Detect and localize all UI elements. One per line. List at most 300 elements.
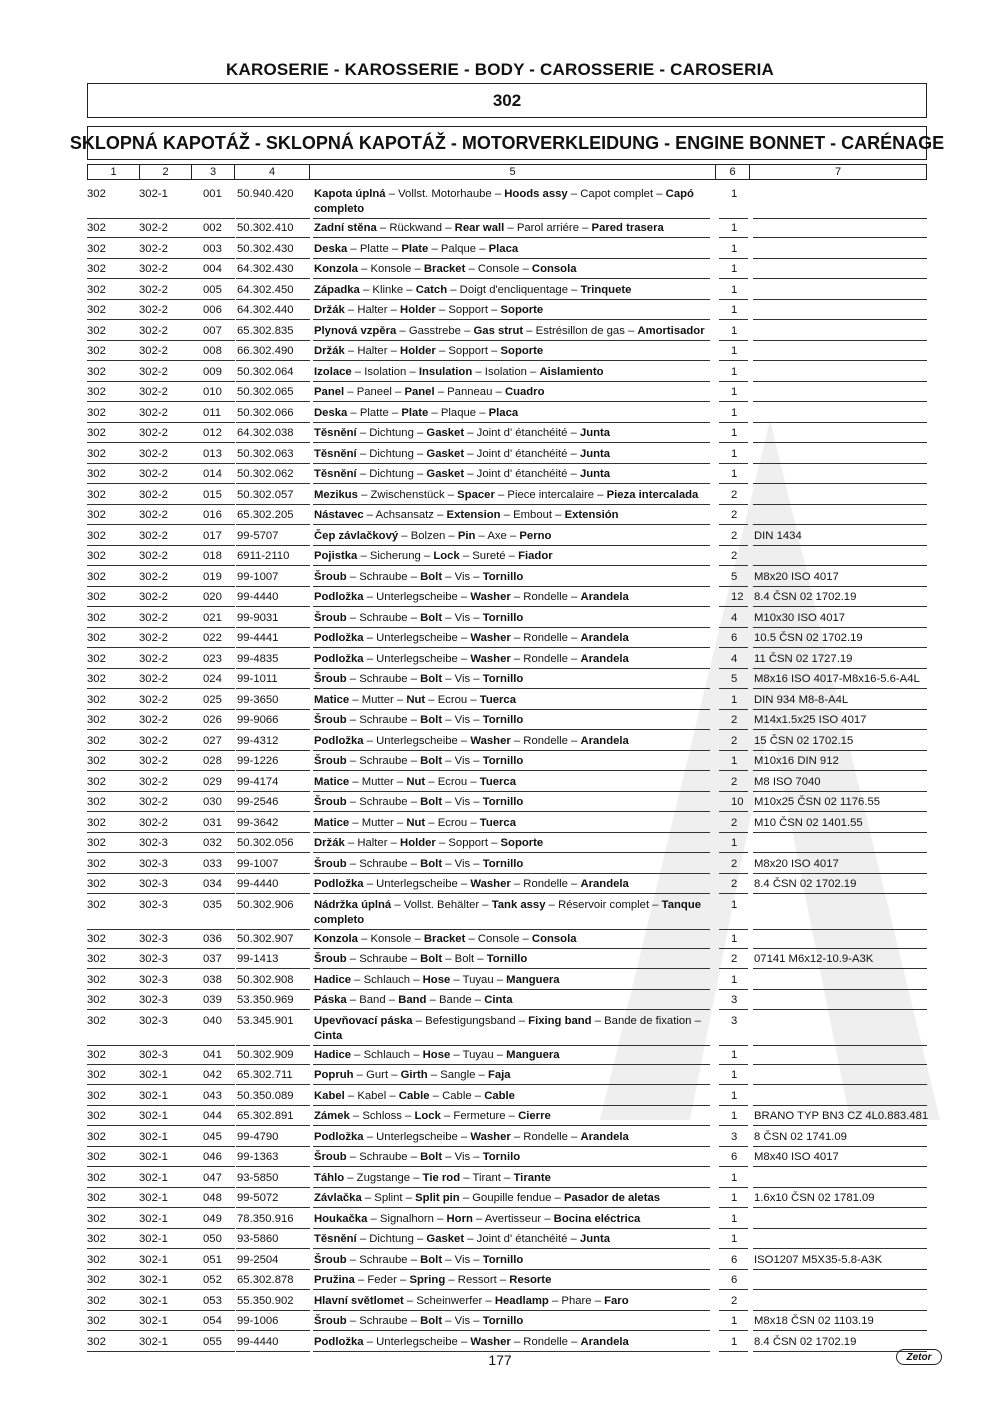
row-underline: [139, 278, 192, 279]
description-separator: – Rondelle –: [510, 591, 581, 603]
cell-figure: 302-2: [139, 345, 168, 357]
row-underline: [719, 709, 748, 710]
description-term: Podložka: [314, 878, 364, 890]
row-underline: [192, 647, 235, 648]
cell-figure: 302-2: [139, 673, 168, 685]
description-term: Tornillo: [482, 673, 524, 685]
description-term: Trinquete: [580, 283, 632, 296]
cell-quantity: 1: [731, 973, 738, 986]
cell-description: [314, 447, 709, 462]
row-underline: [139, 968, 192, 969]
description-term: Manguera: [506, 1048, 560, 1061]
cell-quantity: 2: [731, 714, 738, 726]
cell-note: 8.4 ČSN 02 1702.19: [754, 591, 857, 603]
cell-description: [314, 693, 709, 708]
row-underline: [192, 968, 235, 969]
row-underline: [753, 483, 927, 484]
cell-quantity: 10: [731, 796, 744, 808]
description-term: Washer: [470, 632, 511, 644]
description-term: Držák: [314, 837, 345, 849]
cell-group: 302: [87, 1335, 106, 1348]
description-separator: – Avertisseur –: [472, 1212, 554, 1225]
column-header-2: 2: [140, 165, 192, 179]
description-separator: – Dichtung –: [356, 447, 427, 460]
row-underline: [87, 968, 139, 969]
cell-note: M10 ČSN 02 1401.55: [754, 816, 863, 829]
row-underline: [753, 218, 927, 219]
row-underline: [313, 1084, 710, 1085]
row-underline: [719, 1310, 748, 1311]
row-underline: [236, 1146, 310, 1147]
row-underline: [719, 299, 748, 300]
cell-position: 042: [203, 1069, 222, 1081]
cell-part-number: 99-1007: [237, 570, 279, 583]
row-underline: [313, 929, 710, 930]
description-separator: – Tirant –: [460, 1171, 514, 1184]
cell-group: 302: [87, 1212, 106, 1225]
cell-description: [314, 1273, 709, 1288]
description-term: Zadní stěna: [314, 222, 377, 234]
cell-note: M14x1.5x25 ISO 4017: [754, 714, 867, 726]
cell-description: [314, 1335, 709, 1350]
row-underline: [719, 1146, 748, 1147]
cell-quantity: 5: [731, 570, 738, 583]
row-underline: [236, 237, 310, 238]
description-term: Bracket: [423, 263, 466, 275]
row-underline: [719, 360, 748, 361]
row-underline: [87, 1064, 139, 1065]
description-term: Aislamiento: [539, 365, 604, 378]
row-underline: [753, 278, 927, 279]
description-term: Hoods assy: [504, 188, 568, 200]
cell-quantity: 1: [731, 406, 738, 419]
row-underline: [139, 627, 192, 628]
row-underline: [87, 278, 139, 279]
description-separator: – Schraube –: [346, 714, 421, 726]
column-header-row: [87, 164, 927, 180]
row-underline: [139, 237, 192, 238]
description-separator: – Gurt –: [353, 1069, 401, 1081]
description-term: Gasket: [426, 427, 465, 439]
description-term: Capó completo: [314, 188, 694, 215]
description-term: Šroub: [314, 714, 347, 726]
cell-part-number: 65.302.711: [237, 1069, 293, 1081]
description-separator: – Vollst. Behälter –: [391, 898, 492, 911]
row-underline: [719, 1289, 748, 1290]
row-underline: [753, 463, 927, 464]
description-term: Závlačka: [314, 1192, 362, 1204]
row-underline: [236, 278, 310, 279]
row-underline: [192, 1084, 235, 1085]
description-term: Bocina eléctrica: [553, 1212, 641, 1225]
description-term: Washer: [470, 591, 511, 603]
row-underline: [236, 1009, 310, 1010]
description-term: Hose: [422, 973, 451, 986]
row-underline: [236, 832, 310, 833]
cell-group: 302: [87, 365, 106, 378]
cell-figure: 302-3: [139, 932, 168, 945]
description-term: Hadice: [314, 973, 352, 986]
row-underline: [719, 422, 748, 423]
description-term: Spacer: [457, 488, 495, 501]
row-underline: [719, 968, 748, 969]
cell-part-number: 53.350.969: [237, 994, 294, 1006]
cell-description: [314, 1191, 709, 1206]
cell-position: 011: [203, 406, 222, 419]
row-underline: [192, 1248, 235, 1249]
row-underline: [753, 1084, 927, 1085]
description-separator: – Vis –: [442, 755, 483, 767]
row-underline: [87, 1330, 139, 1331]
description-separator: – Ressort –: [445, 1274, 510, 1286]
row-underline: [753, 319, 927, 320]
row-underline: [753, 1269, 927, 1270]
row-underline: [753, 770, 927, 771]
description-term: Plate: [401, 242, 429, 255]
row-underline: [313, 770, 710, 771]
cell-figure: 302-2: [139, 468, 168, 480]
row-underline: [313, 1207, 710, 1208]
row-underline: [753, 1310, 927, 1311]
description-separator: – Sopport –: [435, 837, 501, 849]
cell-quantity: 1: [731, 263, 738, 275]
row-underline: [313, 340, 710, 341]
cell-group: 302: [87, 1171, 106, 1184]
cell-figure: 302-1: [139, 1130, 168, 1143]
description-separator: – Tuyau –: [450, 1048, 507, 1061]
cell-group: 302: [87, 488, 106, 501]
row-underline: [192, 948, 235, 949]
cell-group: 302: [87, 673, 106, 685]
description-separator: – Platte –: [347, 242, 402, 255]
cell-part-number: 99-4174: [237, 775, 279, 788]
cell-group: 302: [87, 345, 106, 357]
cell-quantity: 2: [731, 529, 738, 542]
cell-group: 302: [87, 406, 106, 419]
row-underline: [236, 340, 310, 341]
row-underline: [236, 709, 310, 710]
row-underline: [87, 1084, 139, 1085]
description-term: Nádržka úplná: [314, 898, 392, 911]
row-underline: [719, 401, 748, 402]
row-underline: [236, 989, 310, 990]
row-underline: [313, 852, 710, 853]
cell-position: 005: [203, 283, 222, 296]
cell-quantity: 6: [731, 632, 738, 644]
description-term: Cable: [484, 1089, 515, 1102]
row-underline: [236, 688, 310, 689]
row-underline: [139, 463, 192, 464]
row-underline: [192, 811, 235, 812]
row-underline: [236, 1187, 310, 1188]
row-underline: [313, 1146, 710, 1147]
description-term: Split pin: [415, 1192, 460, 1204]
cell-quantity: 1: [731, 1048, 738, 1061]
row-underline: [719, 688, 748, 689]
description-separator: – Vis –: [442, 1151, 483, 1163]
description-term: Konzola: [314, 263, 358, 275]
description-separator: – Mutter –: [349, 816, 407, 829]
cell-figure: 302-2: [139, 324, 168, 337]
description-term: Consola: [531, 932, 577, 945]
cell-group: 302: [87, 714, 106, 726]
description-separator: – Fermeture –: [440, 1110, 519, 1122]
row-underline: [236, 463, 310, 464]
row-underline: [192, 1166, 235, 1167]
cell-part-number: 50.302.062: [237, 468, 294, 480]
description-separator: – Unterlegscheibe –: [363, 878, 471, 890]
row-underline: [719, 278, 748, 279]
row-underline: [719, 218, 748, 219]
description-term: Lock: [414, 1110, 441, 1122]
row-underline: [236, 218, 310, 219]
row-underline: [192, 832, 235, 833]
description-separator: – Schloss –: [349, 1110, 415, 1122]
description-term: Těsnění: [314, 427, 357, 439]
row-underline: [313, 545, 710, 546]
row-underline: [313, 948, 710, 949]
row-underline: [87, 1310, 139, 1311]
row-underline: [87, 1289, 139, 1290]
row-underline: [87, 893, 139, 894]
row-underline: [313, 237, 710, 238]
row-underline: [192, 893, 235, 894]
cell-description: [314, 611, 709, 626]
row-underline: [313, 1289, 710, 1290]
row-underline: [87, 668, 139, 669]
row-underline: [313, 811, 710, 812]
row-underline: [192, 340, 235, 341]
row-underline: [139, 1289, 192, 1290]
row-underline: [313, 1330, 710, 1331]
description-separator: – Vis –: [442, 673, 483, 685]
cell-position: 037: [203, 953, 222, 965]
row-underline: [313, 627, 710, 628]
row-underline: [87, 647, 139, 648]
row-underline: [236, 1228, 310, 1229]
cell-figure: 302-3: [139, 857, 168, 870]
cell-position: 055: [203, 1335, 222, 1348]
cell-figure: 302-3: [139, 1014, 168, 1027]
row-underline: [719, 989, 748, 990]
row-underline: [236, 1064, 310, 1065]
description-separator: – Capot complet –: [567, 188, 666, 200]
cell-group: 302: [87, 1014, 106, 1027]
description-term: Bolt: [420, 1315, 443, 1327]
cell-figure: 302-1: [139, 1294, 168, 1307]
row-underline: [139, 929, 192, 930]
row-underline: [236, 852, 310, 853]
row-underline: [236, 299, 310, 300]
cell-part-number: 50.302.065: [237, 386, 294, 398]
row-underline: [87, 606, 139, 607]
row-underline: [719, 770, 748, 771]
row-underline: [719, 1009, 748, 1010]
description-term: Bolt: [420, 796, 443, 808]
cell-quantity: 4: [731, 652, 738, 665]
description-term: Faja: [487, 1069, 511, 1081]
description-term: Washer: [470, 652, 511, 665]
description-separator: – Phare –: [548, 1294, 605, 1307]
description-separator: – Joint d' étanchéité –: [464, 1233, 580, 1245]
column-header-4: 4: [235, 165, 310, 179]
cell-quantity: 1: [731, 837, 738, 849]
description-separator: – Unterlegscheibe –: [363, 1130, 471, 1143]
description-separator: – Vis –: [442, 570, 483, 583]
cell-part-number: 64.302.430: [237, 263, 294, 275]
description-separator: – Estrésillon de gas –: [523, 324, 638, 337]
description-term: Resorte: [509, 1274, 552, 1286]
row-underline: [192, 1207, 235, 1208]
row-underline: [753, 340, 927, 341]
description-term: Cinta: [314, 1029, 343, 1042]
description-separator: – Dichtung –: [356, 468, 427, 480]
description-separator: – Ecrou –: [425, 816, 480, 829]
cell-position: 003: [203, 242, 222, 255]
row-underline: [192, 989, 235, 990]
cell-group: 302: [87, 898, 106, 911]
cell-quantity: 1: [731, 468, 738, 480]
description-separator: – Schraube –: [346, 611, 421, 624]
description-term: Bolt: [420, 714, 443, 726]
row-underline: [87, 1105, 139, 1106]
row-underline: [719, 381, 748, 382]
cell-note: DIN 934 M8-8-A4L: [754, 693, 849, 706]
description-term: Tuerca: [479, 775, 516, 788]
cell-part-number: 6911-2110: [237, 550, 290, 562]
row-underline: [87, 565, 139, 566]
cell-position: 038: [203, 973, 222, 986]
description-term: Pasador de aletas: [563, 1192, 661, 1204]
cell-part-number: 93-5860: [237, 1233, 279, 1245]
row-underline: [753, 422, 927, 423]
description-term: Bolt: [420, 673, 443, 685]
cell-description: [314, 365, 709, 380]
row-underline: [139, 1064, 192, 1065]
row-underline: [313, 1248, 710, 1249]
cell-description: [314, 324, 709, 339]
row-underline: [87, 1009, 139, 1010]
row-underline: [313, 1125, 710, 1126]
description-separator: – Vis –: [442, 1315, 483, 1327]
row-underline: [87, 381, 139, 382]
cell-group: 302: [87, 1192, 106, 1204]
cell-group: 302: [87, 222, 106, 234]
description-term: Pieza intercalada: [606, 488, 699, 501]
cell-description: [314, 549, 709, 564]
cell-group: 302: [87, 755, 106, 767]
row-underline: [313, 299, 710, 300]
row-underline: [192, 929, 235, 930]
description-separator: – Cable –: [429, 1089, 485, 1102]
description-term: Šroub: [314, 673, 347, 685]
description-separator: – Schraube –: [346, 796, 421, 808]
description-term: Plate: [401, 406, 429, 419]
description-term: Pružina: [314, 1274, 355, 1286]
description-term: Placa: [488, 406, 519, 419]
row-underline: [313, 1228, 710, 1229]
row-underline: [719, 832, 748, 833]
row-underline: [192, 750, 235, 751]
row-underline: [719, 340, 748, 341]
cell-part-number: 99-1226: [237, 755, 279, 767]
row-underline: [192, 442, 235, 443]
cell-note: 10.5 ČSN 02 1702.19: [754, 632, 863, 644]
cell-figure: 302-2: [139, 509, 168, 521]
cell-figure: 302-1: [139, 1335, 168, 1348]
cell-description: [314, 754, 709, 769]
cell-group: 302: [87, 1274, 106, 1286]
description-separator: – Doigt d'encliquentage –: [447, 283, 581, 296]
cell-figure: 302-1: [139, 1069, 168, 1081]
description-term: Tornillo: [482, 611, 524, 624]
row-underline: [719, 1166, 748, 1167]
description-term: Tornillo: [482, 714, 524, 726]
description-term: Kapota úplná: [314, 188, 386, 200]
cell-part-number: 99-4440: [237, 591, 279, 603]
cell-note: M8x40 ISO 4017: [754, 1151, 839, 1163]
row-underline: [87, 237, 139, 238]
description-term: Bolt: [420, 953, 443, 965]
row-underline: [753, 1248, 927, 1249]
cell-figure: 302-1: [139, 1233, 168, 1245]
row-underline: [87, 1228, 139, 1229]
row-underline: [139, 1228, 192, 1229]
cell-note: M8x20 ISO 4017: [754, 570, 839, 583]
row-underline: [753, 948, 927, 949]
row-underline: [139, 401, 192, 402]
row-underline: [139, 1187, 192, 1188]
description-term: Spring: [409, 1274, 446, 1286]
row-underline: [719, 545, 748, 546]
cell-note: M8x16 ISO 4017-M8x16-5.6-A4L: [754, 673, 920, 685]
description-separator: – Scheinwerfer –: [403, 1294, 495, 1307]
cell-part-number: 55.350.902: [237, 1294, 294, 1307]
description-separator: – Rondelle –: [510, 878, 581, 890]
row-underline: [719, 1228, 748, 1229]
description-term: Deska: [314, 406, 348, 419]
description-separator: – Joint d' étanchéité –: [464, 427, 580, 439]
cell-position: 023: [203, 652, 222, 665]
description-separator: – Unterlegscheibe –: [363, 591, 471, 603]
row-underline: [753, 852, 927, 853]
row-underline: [236, 258, 310, 259]
description-term: Cuadro: [504, 386, 545, 398]
row-underline: [139, 1084, 192, 1085]
row-underline: [87, 811, 139, 812]
description-separator: – Mutter –: [349, 775, 407, 788]
description-term: Junta: [579, 468, 611, 480]
row-underline: [313, 647, 710, 648]
description-term: Šroub: [314, 796, 347, 808]
description-term: Gasket: [426, 447, 465, 460]
cell-part-number: 93-5850: [237, 1171, 279, 1184]
description-term: Arandela: [580, 734, 629, 747]
description-term: Insulation: [418, 365, 473, 378]
description-term: Arandela: [580, 652, 629, 665]
description-term: Bolt: [420, 611, 443, 624]
description-separator: – Ecrou –: [425, 775, 480, 788]
cell-part-number: 99-4312: [237, 734, 279, 747]
cell-figure: 302-2: [139, 365, 168, 378]
cell-position: 018: [203, 550, 222, 562]
cell-quantity: 1: [731, 1192, 738, 1204]
cell-figure: 302-2: [139, 222, 168, 234]
cell-quantity: 1: [731, 345, 738, 357]
description-separator: – Schraube –: [346, 570, 421, 583]
row-underline: [192, 422, 235, 423]
cell-group: 302: [87, 1110, 106, 1122]
